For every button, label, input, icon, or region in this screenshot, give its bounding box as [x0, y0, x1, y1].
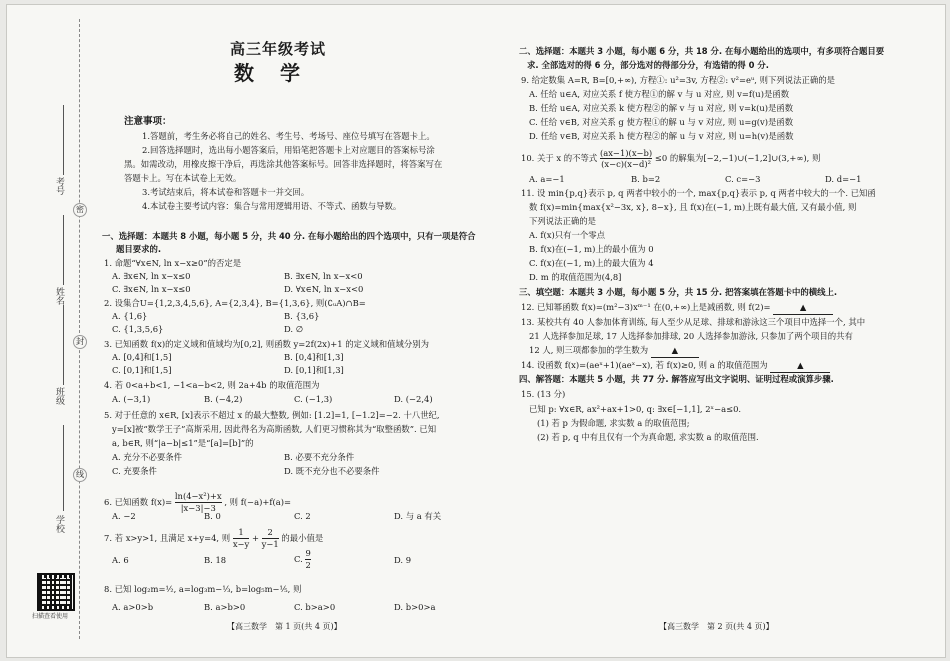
- q13-stem-cont2: 12 人, 则三项都参加的学生数为 ▲: [529, 344, 699, 358]
- binding-margin: [7, 5, 95, 657]
- q1-option-a[interactable]: A. ∃x∈N, ln x−x≤0: [112, 271, 191, 281]
- q6-option-c[interactable]: C. 2: [294, 511, 311, 521]
- q10-stem: 10. 关于 x 的不等式 $\frac{(ax-1)(x-b)}{\text{(x−c)(x−d)²}}$ ≤0 的解集为[−2,−1)∪(−1,2]∪(3,+∞), 则: [521, 148, 821, 169]
- q15-given: 已知 p: ∀x∈R, ax²+ax+1>0, q: ∃x∈[−1,1], 2ˣ−a≤0.: [529, 404, 742, 414]
- section-2-heading: 二、选择题：本题共 3 小题，每小题 6 分，共 18 分. 在每小题给出的选项中，有多项符合题目要: [519, 46, 885, 56]
- q3-option-b[interactable]: B. [0,4]和[1,3]: [284, 352, 344, 362]
- q4-option-a[interactable]: A. (−3,1): [112, 394, 151, 404]
- q5-stem-cont: y=[x]被“数学王子”高斯采用, 因此得名为高斯函数, 人们更习惯称其为“取整函数”. 已知: [112, 424, 437, 434]
- q7-fraction-2: $\frac{2}{y-1}$: [261, 527, 279, 549]
- q7-option-d[interactable]: D. 9: [394, 555, 412, 565]
- q4-option-b[interactable]: B. (−4,2): [204, 394, 243, 404]
- q7-stem: 7. 若 x>y>1, 且满足 x+y=4, 则 $\frac{1}{x-y}$ + $\frac{2}{y-1}$ 的最小值是: [104, 527, 324, 549]
- q9-stem: 9. 给定数集 A=R, B=[0,+∞), 方程①: u²=3v, 方程②: v²=eᵘ, 则下列说法正确的是: [521, 75, 836, 85]
- q9-option-b[interactable]: B. 任给 u∈A, 对应关系 k 使方程②的解 v 与 u 对应, 则 v=k(u)是函数: [529, 103, 794, 113]
- q7-option-c-fraction: $\frac{9}{2}$: [305, 548, 311, 570]
- q11-stem-cont: 数 f(x)=min{max{x²−3x, x}, 8−x}, 且 f(x)在(−1, m)上既有最大值, 又有最小值, 则: [529, 202, 857, 212]
- q8-option-b[interactable]: B. a>b>0: [204, 602, 246, 612]
- q7-option-a[interactable]: A. 6: [112, 555, 129, 565]
- school-field[interactable]: [63, 425, 64, 511]
- page-1-footer: 【高三数学 第 1 页(共 4 页)】: [227, 622, 342, 631]
- q4-option-c[interactable]: C. (−1,3): [294, 394, 333, 404]
- qr-code: [37, 573, 75, 611]
- q3-option-d[interactable]: D. [0,1]和[1,3]: [284, 365, 344, 375]
- q5-option-c[interactable]: C. 充要条件: [112, 466, 157, 476]
- note-2-cont2: 答题卡上。写在本试卷上无效。: [124, 173, 242, 183]
- q9-option-d[interactable]: D. 任给 v∈B, 对应关系 h 使方程②的解 u 与 v 对应, 则 u=h(v)是函数: [529, 131, 794, 141]
- exam-no-field[interactable]: [63, 105, 64, 175]
- q15-part-1: (1) 若 p 为假命题, 求实数 a 的取值范围;: [537, 418, 690, 428]
- section-2-heading-cont: 求. 全部选对的得 6 分，部分选对的得部分分，有选错的得 0 分.: [527, 60, 769, 70]
- class-label: 班级: [54, 387, 64, 405]
- q3-option-a[interactable]: A. [0,4]和[1,5]: [112, 352, 172, 362]
- q11-option-a[interactable]: A. f(x)只有一个零点: [529, 230, 605, 240]
- q15-heading: 15. (13 分): [521, 389, 566, 399]
- q2-stem: 2. 设集合U={1,2,3,4,5,6}, A={2,3,4}, B={1,3,6}, 则(∁ᵤA)∩B=: [104, 298, 366, 308]
- seal-xian: 线: [73, 468, 87, 482]
- q8-option-c[interactable]: C. b>a>0: [294, 602, 336, 612]
- q4-stem: 4. 若 0<a+b<1, −1<a−b<2, 则 2a+4b 的取值范围为: [104, 380, 320, 390]
- q5-stem: 5. 对于任意的 x∈R, [x]表示不超过 x 的最大整数, 例如: [1.2]=1, [−1.2]=−2. 十八世纪,: [104, 410, 440, 420]
- section-1-heading-cont: 题目要求的.: [116, 244, 162, 254]
- q10-option-d[interactable]: D. d=−1: [825, 174, 862, 184]
- qr-caption: 扫描查看使用: [32, 613, 69, 620]
- note-2: 2.回答选择题时，选出每小题答案后，用铅笔把答题卡上对应题目的答案标号涂: [142, 145, 435, 155]
- q6-fraction: $\frac{\text{ln(4−x²)+x}}{|x-3|-3}$: [174, 491, 222, 513]
- q12-answer-blank[interactable]: [773, 301, 833, 315]
- q7-option-b[interactable]: B. 18: [204, 555, 227, 565]
- section-1-heading: 一、选择题：本题共 8 小题，每小题 5 分，共 40 分. 在每小题给出的四个选项中，只有一项是符合: [102, 231, 476, 241]
- seal-feng: 封: [73, 335, 87, 349]
- cut-line: [79, 19, 80, 639]
- q9-option-c[interactable]: C. 任给 v∈B, 对应关系 g 使方程①的解 u 与 v 对应, 则 u=g(v)是函数: [529, 117, 794, 127]
- subject-title: 数学: [234, 61, 326, 85]
- q14-answer-blank[interactable]: [770, 359, 830, 373]
- note-4: 4.本试卷主要考试内容：集合与常用逻辑用语、不等式、函数与导数。: [142, 201, 402, 211]
- q14-stem: 14. 设函数 f(x)=(aeˣ+1)(aeˣ−x), 若 f(x)≥0, 则 a 的取值范围为 ▲: [521, 359, 830, 373]
- q12-blank-triangle: ▲: [799, 302, 807, 312]
- q11-option-c[interactable]: C. f(x)在(−1, m)上的最大值为 4: [529, 258, 654, 268]
- note-3: 3.考试结束后，将本试卷和答题卡一并交回。: [142, 187, 310, 197]
- seal-mi: 密: [73, 203, 87, 217]
- q10-option-b[interactable]: B. b=2: [631, 174, 661, 184]
- q6-stem: 6. 已知函数 f(x)= $\frac{\text{ln(4−x²)+x}}{|x-3|-3}$ , 则 f(−a)+f(a)=: [104, 491, 291, 513]
- q7-fraction-1: $\frac{1}{x-y}$: [232, 527, 250, 549]
- class-field[interactable]: [63, 305, 64, 385]
- note-2-cont: 黑。如需改动，用橡皮擦干净后，再选涂其他答案标号。回答非选择题时，将答案写在: [124, 159, 443, 169]
- q11-option-b[interactable]: B. f(x)在(−1, m)上的最小值为 0: [529, 244, 654, 254]
- q11-stem-cont2: 下列说法正确的是: [529, 216, 596, 226]
- q5-option-b[interactable]: B. 必要不充分条件: [284, 452, 355, 462]
- section-3-heading: 三、填空题：本题共 3 小题，每小题 5 分，共 15 分. 把答案填在答题卡中的横线上.: [519, 287, 838, 297]
- q6-option-d[interactable]: D. 与 a 有关: [394, 511, 442, 521]
- q5-option-a[interactable]: A. 充分不必要条件: [112, 452, 182, 462]
- q13-blank-triangle: ▲: [671, 345, 679, 355]
- q1-option-b[interactable]: B. ∃x∈N, ln x−x<0: [284, 271, 363, 281]
- q13-stem-cont: 21 人选择参加足球, 17 人选择参加排球, 20 人选择参加游泳, 只参加了两个项目的共有: [529, 331, 853, 341]
- school-label: 学校: [54, 515, 64, 533]
- notes-heading: 注意事项：: [124, 116, 172, 127]
- q3-option-c[interactable]: C. [0,1]和[1,5]: [112, 365, 172, 375]
- q2-option-a[interactable]: A. {1,6}: [112, 311, 148, 321]
- q8-option-a[interactable]: A. a>0>b: [112, 602, 154, 612]
- q10-option-a[interactable]: A. a=−1: [529, 174, 565, 184]
- q7-option-c[interactable]: C. $\frac{9}{2}$: [294, 548, 311, 570]
- q8-stem: 8. 已知 log₂m=½, a=log₃m−⅓, b=log₅m−⅕, 则: [104, 584, 302, 594]
- exam-title: 高三年级考试: [230, 40, 327, 58]
- q5-stem-cont2: a, b∈R, 则“|a−b|≤1”是“[a]=[b]”的: [112, 438, 254, 448]
- name-field[interactable]: [63, 215, 64, 285]
- q10-fraction: $\frac{(ax-1)(x-b)}{\text{(x−c)(x−d)²}}$: [599, 148, 653, 169]
- q10-option-c[interactable]: C. c=−3: [725, 174, 761, 184]
- q5-option-d[interactable]: D. 既不充分也不必要条件: [284, 466, 380, 476]
- q12-stem: 12. 已知幂函数 f(x)=(m²−3)xᵐ⁻¹ 在(0,+∞)上是减函数, 则 f(2)= ▲: [521, 301, 833, 315]
- q9-option-a[interactable]: A. 任给 u∈A, 对应关系 f 使方程①的解 v 与 u 对应, 则 v=f(u)是函数: [529, 89, 790, 99]
- page-2-footer: 【高三数学 第 2 页(共 4 页)】: [659, 622, 774, 631]
- name-label: 姓名: [54, 287, 64, 305]
- q15-part-2: (2) 若 p, q 中有且仅有一个为真命题, 求实数 a 的取值范围.: [537, 432, 759, 442]
- note-1: 1.答题前，考生务必将自己的姓名、考生号、考场号、座位号填写在答题卡上。: [142, 131, 435, 141]
- q3-stem: 3. 已知函数 f(x)的定义域和值域均为[0,2], 则函数 y=2f(2x)+1 的定义域和值域分别为: [104, 339, 430, 349]
- q6-option-b[interactable]: B. 0: [204, 511, 221, 521]
- q11-option-d[interactable]: D. m 的取值范围为(4,8]: [529, 272, 622, 282]
- q2-option-c[interactable]: C. {1,3,5,6}: [112, 324, 164, 334]
- q11-stem: 11. 设 min{p,q}表示 p, q 两者中较小的一个, max{p,q}表示 p, q 两者中较大的一个. 已知函: [521, 188, 876, 198]
- q14-blank-triangle: ▲: [797, 360, 804, 370]
- q2-option-d[interactable]: D. ∅: [284, 324, 304, 334]
- q6-option-a[interactable]: A. −2: [112, 511, 136, 521]
- q1-option-d[interactable]: D. ∀x∈N, ln x−x<0: [284, 284, 364, 294]
- section-4-heading: 四、解答题：本题共 5 小题，共 77 分. 解答应写出文字说明、证明过程或演算步骤.: [519, 374, 834, 384]
- q2-option-b[interactable]: B. {3,6}: [284, 311, 320, 321]
- q1-stem: 1. 命题“∀x∈N, ln x−x≥0”的否定是: [104, 258, 242, 268]
- q13-stem: 13. 某校共有 40 人参加体育训练, 每人至少从足球、排球和游泳这三个项目中选择一个, 其中: [521, 317, 866, 327]
- q8-option-d[interactable]: D. b>0>a: [394, 602, 436, 612]
- q1-option-c[interactable]: C. ∃x∈N, ln x−x≤0: [112, 284, 191, 294]
- exam-no-label: 考号: [54, 177, 64, 195]
- exam-paper: [6, 4, 946, 658]
- q4-option-d[interactable]: D. (−2,4): [394, 394, 433, 404]
- q13-answer-blank[interactable]: [651, 344, 699, 358]
